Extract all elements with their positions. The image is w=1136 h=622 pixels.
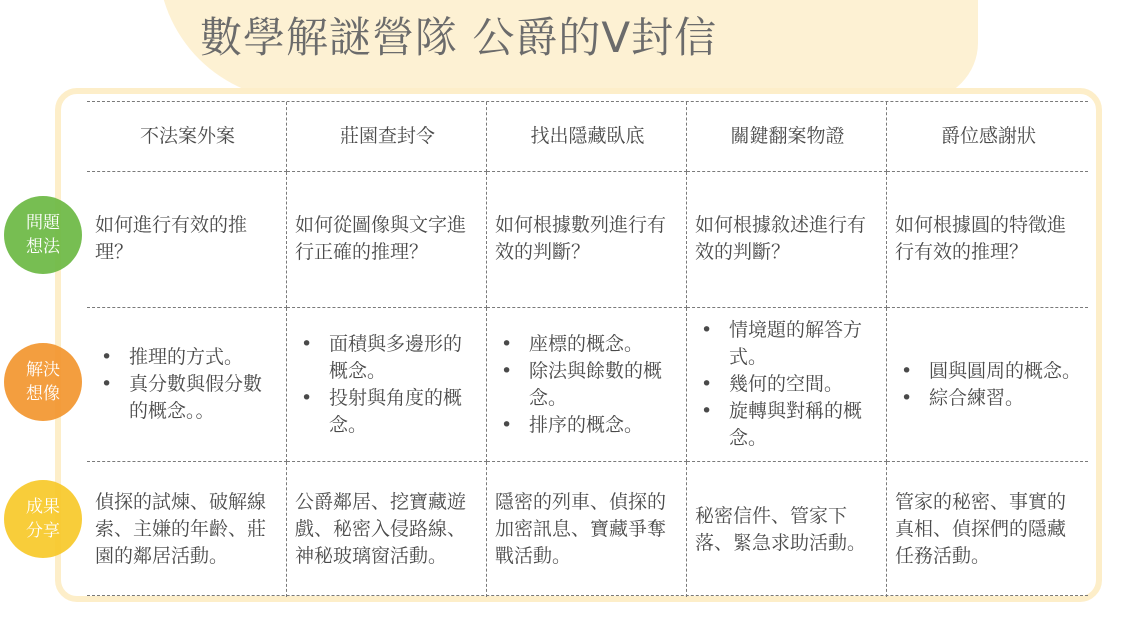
column-header: 關鍵翻案物證 (687, 102, 887, 172)
result-cell: 隱密的列車、偵探的加密訊息、寶藏爭奪戰活動。 (487, 462, 687, 597)
question-cell: 如何從圖像與文字進行正確的推理？ (287, 172, 487, 308)
solution-item: • 圓與圓周的概念。 (929, 358, 1081, 385)
solution-item: • 幾何的空間。 (729, 371, 880, 398)
solution-cell (687, 308, 887, 462)
solution-list (295, 331, 480, 439)
solution-cell (287, 308, 487, 462)
question-cell: 如何進行有效的推理？ (87, 172, 287, 308)
row-label-results-line-1: 成果 (26, 497, 60, 517)
result-cell: 秘密信件、管家下落、緊急求助活動。 (687, 462, 887, 597)
solution-item: • 座標的概念。 (529, 331, 680, 358)
solution-list (895, 358, 1081, 412)
result-cell: 偵探的試煉、破解線索、主嫌的年齡、莊園的鄰居活動。 (87, 462, 287, 597)
curriculum-table (87, 101, 1088, 596)
question-cell: 如何根據圓的特徵進行有效的推理？ (887, 172, 1088, 308)
result-cell: 公爵鄰居、挖寶藏遊戲、秘密入侵路線、神秘玻璃窗活動。 (287, 462, 487, 597)
row-label-questions-line-1: 問題 (26, 213, 60, 233)
solution-item: • 排序的概念。 (529, 412, 680, 439)
solution-list (495, 331, 680, 439)
solution-cell (487, 308, 687, 462)
solution-item: • 綜合練習。 (929, 385, 1081, 412)
row-label-results-line-2: 分享 (26, 521, 60, 541)
question-cell: 如何根據敘述進行有效的判斷？ (687, 172, 887, 308)
column-header: 莊園查封令 (287, 102, 487, 172)
solution-item: • 面積與多邊形的概念。 (329, 331, 480, 385)
solution-item: • 除法與餘數的概念。 (529, 358, 680, 412)
solution-item: • 真分數與假分數的概念。。 (129, 371, 280, 425)
solution-list (695, 317, 880, 452)
row-label-solutions-line-2: 想像 (26, 384, 60, 404)
row-label-questions-line-2: 想法 (26, 237, 60, 257)
column-header: 爵位感謝狀 (887, 102, 1088, 172)
solution-item: • 情境題的解答方式。 (729, 317, 880, 371)
row-label-solutions (4, 343, 82, 421)
solution-item: • 推理的方式。 (129, 344, 280, 371)
solution-item: • 旋轉與對稱的概念。 (729, 398, 880, 452)
solution-cell (87, 308, 287, 462)
row-label-results (4, 480, 82, 558)
solution-list (95, 344, 280, 425)
column-header: 找出隱藏臥底 (487, 102, 687, 172)
page-title: 數學解謎營隊 公爵的V封信 (200, 13, 718, 62)
solution-cell (887, 308, 1088, 462)
solution-item: • 投射與角度的概念。 (329, 385, 480, 439)
row-label-solutions-line-1: 解決 (26, 360, 60, 380)
question-cell: 如何根據數列進行有效的判斷？ (487, 172, 687, 308)
column-header: 不法案外案 (87, 102, 287, 172)
result-cell: 管家的秘密、事實的真相、偵探們的隱藏任務活動。 (895, 491, 1067, 567)
row-label-questions (4, 196, 82, 274)
